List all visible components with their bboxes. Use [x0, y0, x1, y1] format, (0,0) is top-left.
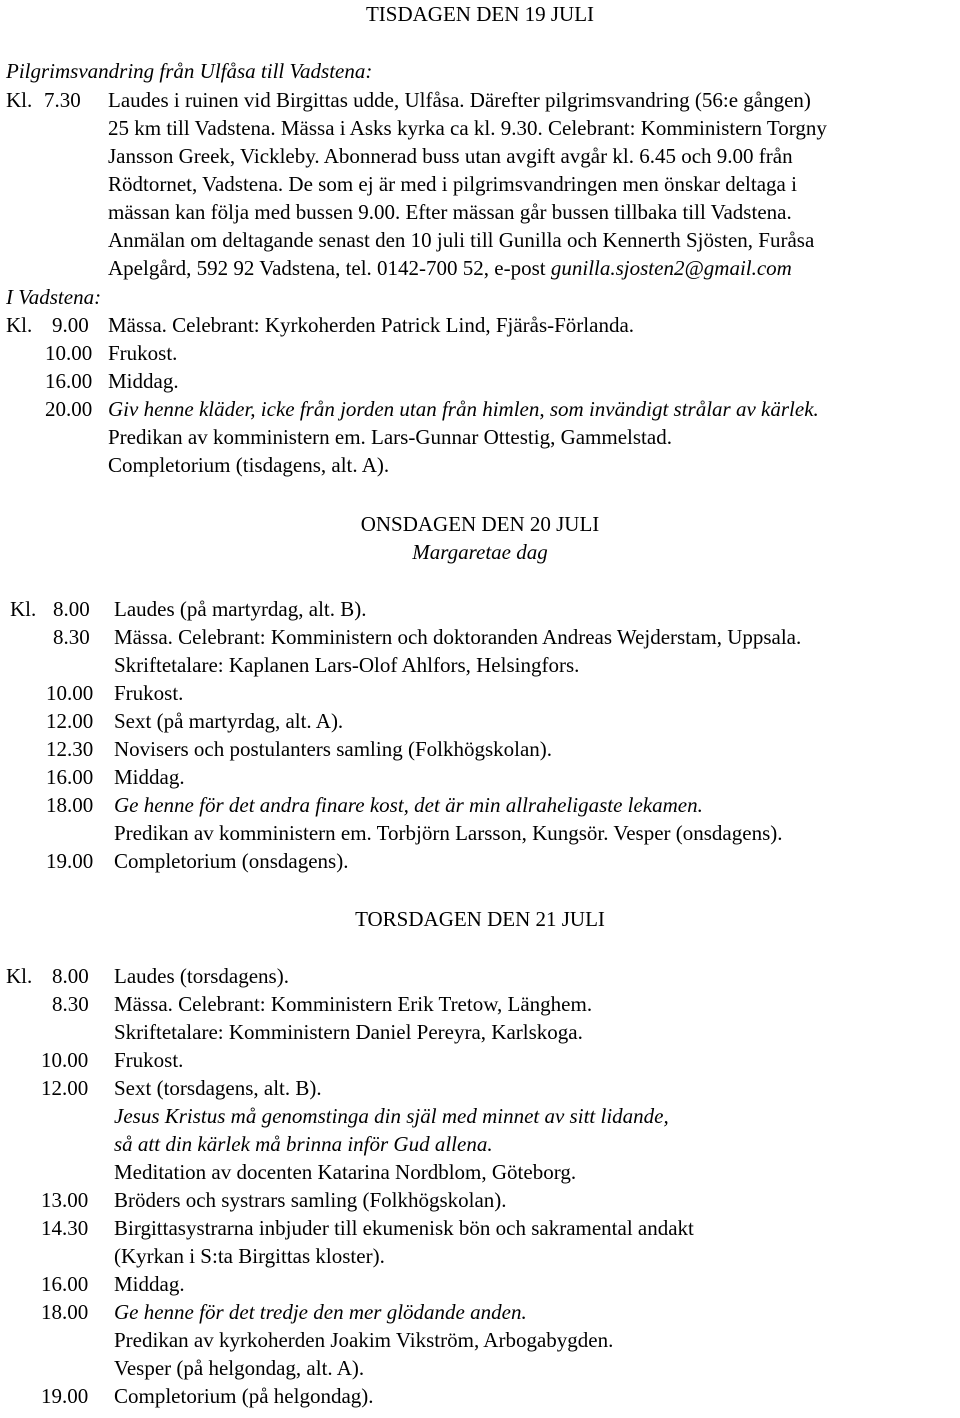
schedule-text: Middag.: [114, 1272, 185, 1296]
time-label: 19.00: [41, 1384, 89, 1408]
time-label: 16.00: [46, 765, 94, 789]
schedule-text: Skriftetalare: Komministern Daniel Pereyra, Karlskoga.: [114, 1020, 583, 1044]
time-label: 16.00: [45, 369, 93, 393]
time-label: 19.00: [46, 849, 94, 873]
pilgrimage-line: Jansson Greek, Vickleby. Abonnerad buss utan avgift avgår kl. 6.45 och 9.00 från: [108, 144, 793, 168]
schedule-text: Ge henne för det andra finare kost, det är min allraheligaste lekamen.: [114, 793, 703, 817]
pilgrimage-line: Rödtornet, Vadstena. De som ej är med i pilgrimsvandringen men önskar deltaga i: [108, 172, 797, 196]
time-label: 8.30: [53, 625, 90, 649]
time-label: 12.30: [46, 737, 94, 761]
time-label: 13.00: [41, 1188, 89, 1212]
pilgrimage-line: Anmälan om deltagande senast den 10 juli till Gunilla och Kennerth Sjösten, Furåsa: [108, 228, 815, 252]
schedule-text: Middag.: [114, 765, 185, 789]
pilgrimage-line: Laudes i ruinen vid Birgittas udde, Ulfåsa. Därefter pilgrimsvandring (56:e gången): [108, 88, 811, 112]
time-label: 12.00: [41, 1076, 89, 1100]
tuesday-heading: TISDAGEN DEN 19 JULI: [365, 2, 595, 26]
schedule-text: Frukost.: [108, 341, 178, 365]
time-label: 18.00: [41, 1300, 89, 1324]
schedule-text: (Kyrkan i S:ta Birgittas kloster).: [114, 1244, 385, 1268]
schedule-text: Laudes (på martyrdag, alt. B).: [114, 597, 367, 621]
schedule-text: Frukost.: [114, 1048, 184, 1072]
address-line: [108, 256, 792, 280]
email-link[interactable]: gunilla.sjosten2@gmail.com: [550, 256, 792, 280]
schedule-text: Birgittasystrarna inbjuder till ekumenisk bön och sakramental andakt: [114, 1216, 694, 1240]
pilgrimage-line: 25 km till Vadstena. Mässa i Asks kyrka ca kl. 9.30. Celebrant: Komministern Torgny: [108, 116, 827, 140]
schedule-text: Predikan av komministern em. Torbjörn Larsson, Kungsör. Vesper (onsdagens).: [114, 821, 783, 845]
time-label: 16.00: [41, 1272, 89, 1296]
pilgrimage-title: Pilgrimsvandring från Ulfåsa till Vadstena:: [6, 59, 373, 83]
schedule-text: Frukost.: [114, 681, 184, 705]
time-label: 8.30: [52, 992, 89, 1016]
schedule-text: Sext (torsdagens, alt. B).: [114, 1076, 322, 1100]
schedule-text: Laudes (torsdagens).: [114, 964, 289, 988]
kl-label: Kl.: [6, 964, 33, 988]
schedule-text: Mässa. Celebrant: Komministern Erik Tretow, Länghem.: [114, 992, 593, 1016]
time-label: 9.00: [52, 313, 89, 337]
schedule-text: Mässa. Celebrant: Komministern och doktoranden Andreas Wejderstam, Uppsala.: [114, 625, 802, 649]
schedule-text: Meditation av docenten Katarina Nordblom, Göteborg.: [114, 1160, 577, 1184]
schedule-text: Sext (på martyrdag, alt. A).: [114, 709, 344, 733]
time-label: 10.00: [46, 681, 94, 705]
schedule-text: Completorium (på helgondag).: [114, 1384, 374, 1408]
pilgrimage-line: mässan kan följa med bussen 9.00. Efter mässan går bussen tillbaka till Vadstena.: [108, 200, 792, 224]
schedule-text: Completorium (tisdagens, alt. A).: [108, 453, 390, 477]
schedule-text: Mässa. Celebrant: Kyrkoherden Patrick Lind, Fjärås-Förlanda.: [108, 313, 635, 337]
time-label: 8.00: [53, 597, 90, 621]
schedule-text: så att din kärlek må brinna inför Gud allena.: [114, 1132, 493, 1156]
thursday-heading: TORSDAGEN DEN 21 JULI: [355, 907, 605, 931]
schedule-text: Middag.: [108, 369, 179, 393]
kl-label: Kl.: [6, 88, 33, 112]
time-label: 10.00: [41, 1048, 89, 1072]
schedule-text: Predikan av komministern em. Lars-Gunnar Ottestig, Gammelstad.: [108, 425, 672, 449]
schedule-text: Ge henne för det tredje den mer glödande anden.: [114, 1300, 527, 1324]
schedule-text: Completorium (onsdagens).: [114, 849, 349, 873]
vadstena-title: I Vadstena:: [6, 285, 102, 309]
schedule-text: Bröders och systrars samling (Folkhögskolan).: [114, 1188, 507, 1212]
wednesday-subheading: Margaretae dag: [412, 540, 548, 564]
kl-label: Kl.: [6, 313, 33, 337]
schedule-text: Giv henne kläder, icke från jorden utan från himlen, som invändigt strålar av kärlek.: [108, 397, 819, 421]
schedule-text: Vesper (på helgondag, alt. A).: [114, 1356, 365, 1380]
time-label: 7.30: [44, 88, 81, 112]
time-label: 10.00: [45, 341, 93, 365]
schedule-text: Jesus Kristus må genomstinga din själ med minnet av sitt lidande,: [114, 1104, 669, 1128]
schedule-text: Novisers och postulanters samling (Folkhögskolan).: [114, 737, 553, 761]
time-label: 14.30: [41, 1216, 89, 1240]
wednesday-heading: ONSDAGEN DEN 20 JULI: [360, 512, 600, 536]
schedule-text: Skriftetalare: Kaplanen Lars-Olof Ahlfors, Helsingfors.: [114, 653, 580, 677]
address-text: Apelgård, 592 92 Vadstena, tel. 0142-700 52, e-post: [108, 256, 551, 280]
time-label: 8.00: [52, 964, 89, 988]
schedule-text: Predikan av kyrkoherden Joakim Vikström, Arbogabygden.: [114, 1328, 614, 1352]
time-label: 12.00: [46, 709, 94, 733]
kl-label: Kl.: [10, 597, 37, 621]
time-label: 20.00: [45, 397, 93, 421]
time-label: 18.00: [46, 793, 94, 817]
